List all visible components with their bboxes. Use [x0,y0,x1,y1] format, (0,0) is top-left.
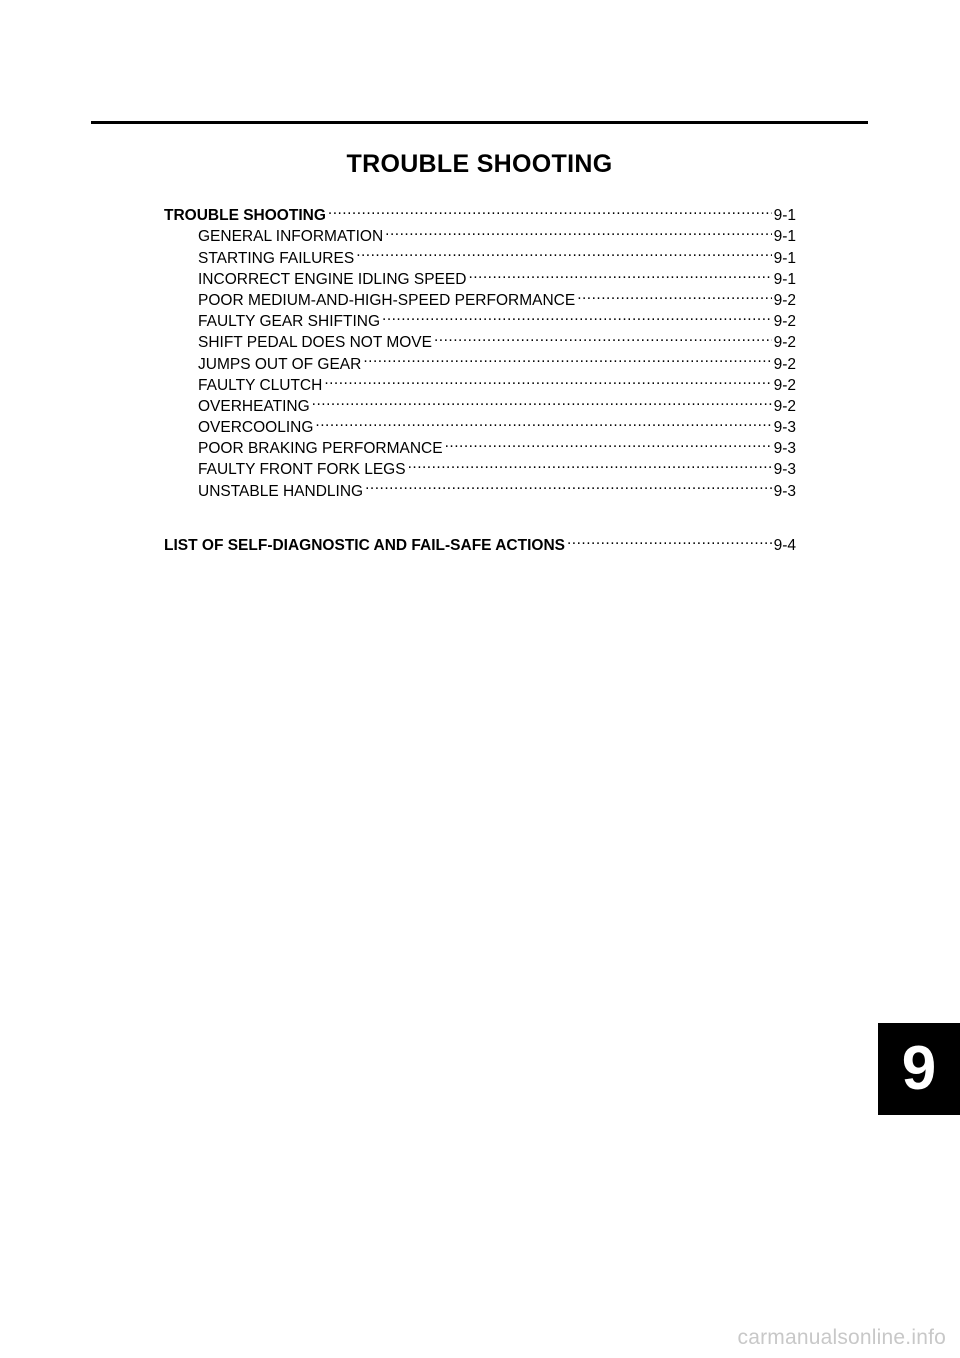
watermark: carmanualsonline.info [737,1326,946,1349]
toc-dot-leader [408,453,772,474]
toc-entry-title: SHIFT PEDAL DOES NOT MOVE [198,334,432,352]
toc-entry-page: 9-2 [773,291,796,309]
toc-entry-title: JUMPS OUT OF GEAR [198,355,362,373]
toc-entry-page: 9-2 [773,313,796,331]
toc-entry-page: 9-3 [773,482,796,500]
toc-entry-page: 9-3 [773,461,796,479]
toc-dot-leader [577,284,771,305]
toc-dot-leader [445,432,772,453]
toc-dot-leader [567,529,772,550]
chapter-tab: 9 [878,1023,960,1115]
toc-dot-leader [312,390,772,411]
toc-entry-trouble-shooting[interactable] [164,199,796,225]
toc-dot-leader [365,474,772,495]
toc-dot-leader [382,305,772,326]
toc-entry-page: 9-3 [773,440,796,458]
toc-entry-title: POOR BRAKING PERFORMANCE [198,440,443,458]
toc-entry-page: 9-1 [773,207,796,225]
toc-entry-page: 9-2 [773,397,796,415]
page-title: TROUBLE SHOOTING [346,149,613,178]
toc-entry-title: OVERCOOLING [198,419,314,437]
toc-entry-title: TROUBLE SHOOTING [164,207,326,225]
table-of-contents [164,199,796,554]
toc-dot-leader [328,199,772,220]
toc-entry-page: 9-1 [773,270,796,288]
toc-entry-list-of-self-diagnostic-and-fail-safe-actions[interactable] [164,529,796,554]
toc-entry-page: 9-2 [773,376,796,394]
toc-entry-title: FAULTY CLUTCH [198,376,323,394]
toc-entry-page: 9-3 [773,419,796,437]
top-rule [91,121,868,124]
toc-dot-leader [385,220,771,241]
toc-entry-page: 9-2 [773,355,796,373]
toc-entry-title: GENERAL INFORMATION [198,228,384,246]
toc-entry-page: 9-2 [773,334,796,352]
toc-dot-leader [324,369,771,390]
toc-entry-title: LIST OF SELF-DIAGNOSTIC AND FAIL-SAFE ACTIONS [164,536,565,554]
toc-entry-page: 9-1 [773,249,796,267]
toc-entry-title: OVERHEATING [198,397,310,415]
toc-entry-title: FAULTY GEAR SHIFTING [198,313,381,331]
toc-entry-page: 9-4 [773,536,796,554]
toc-entry-page: 9-1 [773,228,796,246]
toc-dot-leader [434,326,772,347]
toc-dot-leader [315,411,771,432]
toc-entry-title: POOR MEDIUM-AND-HIGH-SPEED PERFORMANCE [198,291,576,309]
toc-entry-title: UNSTABLE HANDLING [198,482,364,500]
toc-entry-title: INCORRECT ENGINE IDLING SPEED [198,270,467,288]
toc-entry-title: STARTING FAILURES [198,249,355,267]
toc-dot-leader [363,347,771,368]
toc-dot-leader [468,263,771,284]
toc-entry-title: FAULTY FRONT FORK LEGS [198,461,406,479]
toc-dot-leader [356,241,771,262]
